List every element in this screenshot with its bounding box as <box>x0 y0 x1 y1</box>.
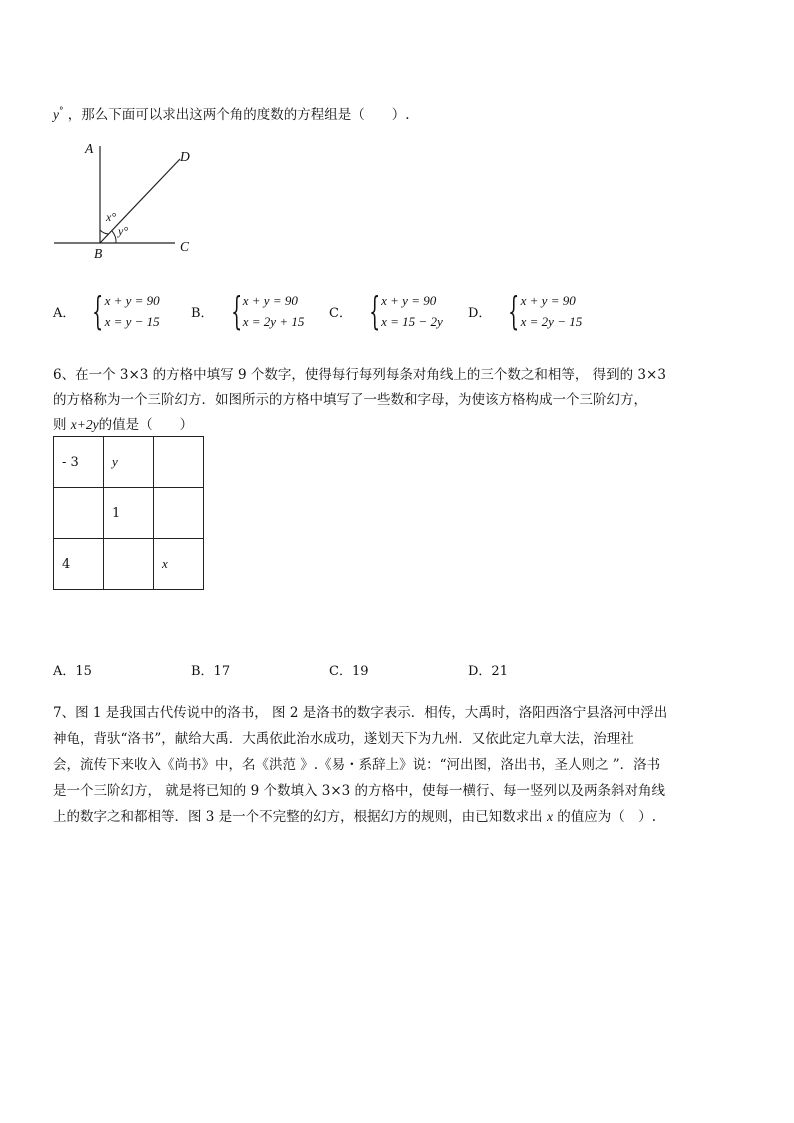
grid-cell: 1 <box>104 488 154 539</box>
q7-line-5 <box>53 805 656 825</box>
q6-choice-a[interactable]: A．15 <box>53 664 92 679</box>
q5-option-d[interactable] <box>468 290 582 332</box>
q5-option-c-eq1: x + y = 90 <box>381 293 437 308</box>
q7-line-4: 是一个三阶幻方， 就是将已知的 9 个数填入 3×3 的方格中，使每一横行、每一竖列以及两条斜对角线 <box>53 783 666 799</box>
line-bd <box>100 159 180 243</box>
q7-line-3: 会，流传下来收入《尚书》中，名《洪范 》.《易・系辞上》说：“河出图，洛出书，圣人则之 ”．洛书 <box>53 757 661 773</box>
q5-option-a-label: A． <box>53 305 76 321</box>
q6-line-3-prefix: 则 <box>53 417 71 433</box>
q5-option-b-system <box>243 290 305 332</box>
grid-cell <box>104 539 154 590</box>
q7-line-1: 7、图 1 是我国古代传说中的洛书， 图 2 是洛书的数字表示．相传，大禹时，洛阳西洛宁县洛河中浮出 <box>53 705 668 721</box>
q5-option-a-system <box>105 290 160 332</box>
q5-option-d-label: D． <box>468 305 492 321</box>
q5-option-c[interactable] <box>329 290 443 332</box>
grid-cell <box>54 488 104 539</box>
q7-line-2: 神龟，背驮“洛书”，献给大禹．大禹依此治水成功，遂划天下为九州．又依此定九章大法，治理社 <box>53 731 634 747</box>
magic-square-grid <box>53 436 204 590</box>
q5-option-d-system <box>521 290 583 332</box>
brace-icon: { <box>369 289 381 333</box>
q5-option-c-label: C． <box>329 305 352 321</box>
q6-line-3-suffix: 的值是（ ） <box>98 417 194 433</box>
brace-icon: { <box>92 289 104 333</box>
label-c: C <box>180 239 190 254</box>
q6-line-1: 6、在一个 3×3 的方格中填写 9 个数字，使得每行每列每条对角线上的三个数之和相等， 得到的 3×3 <box>53 367 666 383</box>
q7-line-5-prefix: 上的数字之和都相等．图 3 是一个不完整的幻方，根据幻方的规则，由已知数求出 <box>53 809 547 825</box>
q6-choice-b[interactable]: B．17 <box>191 664 231 679</box>
q5-option-b-eq1: x + y = 90 <box>242 293 298 308</box>
grid-cell: - 3 <box>54 437 104 488</box>
label-y-angle: y° <box>118 224 129 238</box>
q5-option-d-eq1: x + y = 90 <box>520 293 576 308</box>
arc-x <box>100 230 109 234</box>
grid-row <box>54 437 204 488</box>
q5-option-a[interactable] <box>53 290 160 332</box>
q5-option-c-system <box>381 290 443 332</box>
grid-cell: x <box>154 539 204 590</box>
q5-option-a-eq1: x + y = 90 <box>104 293 160 308</box>
grid-cell: y <box>104 437 154 488</box>
q7-line-5-suffix: 的值应为（ ）. <box>552 809 657 825</box>
q6-choice-c[interactable]: C．19 <box>329 664 369 679</box>
q5-option-a-eq2: x = y − 15 <box>104 314 160 329</box>
q5-intro-deg: ° <box>59 106 64 117</box>
q5-option-d-eq2: x = 2y − 15 <box>520 314 583 329</box>
q6-expression: x+2y <box>70 417 99 432</box>
label-b: B <box>94 246 103 261</box>
grid-cell <box>154 488 204 539</box>
grid-row <box>54 488 204 539</box>
q5-option-b[interactable] <box>191 290 304 332</box>
q5-intro <box>53 103 410 123</box>
label-d: D <box>180 149 190 164</box>
q6-choice-d[interactable]: D．21 <box>468 664 508 679</box>
q5-intro-var: y <box>53 107 59 122</box>
grid-row <box>54 539 204 590</box>
q6-line-2: 的方格称为一个三阶幻方．如图所示的方格中填写了一些数和字母，为使该方格构成一个三阶幻方， <box>53 392 647 408</box>
arc-y <box>112 231 116 243</box>
q6-line-3 <box>53 413 193 433</box>
q5-option-c-eq2: x = 15 − 2y <box>381 314 443 329</box>
q7-var: x <box>546 809 553 824</box>
grid-cell <box>154 437 204 488</box>
grid-cell: 4 <box>54 539 104 590</box>
q5-intro-text: ，那么下面可以求出这两个角的度数的方程组是（ ）. <box>67 107 410 123</box>
brace-icon: { <box>230 289 242 333</box>
label-a: A <box>85 141 94 156</box>
q5-option-b-eq2: x = 2y + 15 <box>242 314 305 329</box>
brace-icon: { <box>508 289 520 333</box>
label-x-angle: x° <box>106 210 117 224</box>
q5-option-b-label: B． <box>191 305 214 321</box>
